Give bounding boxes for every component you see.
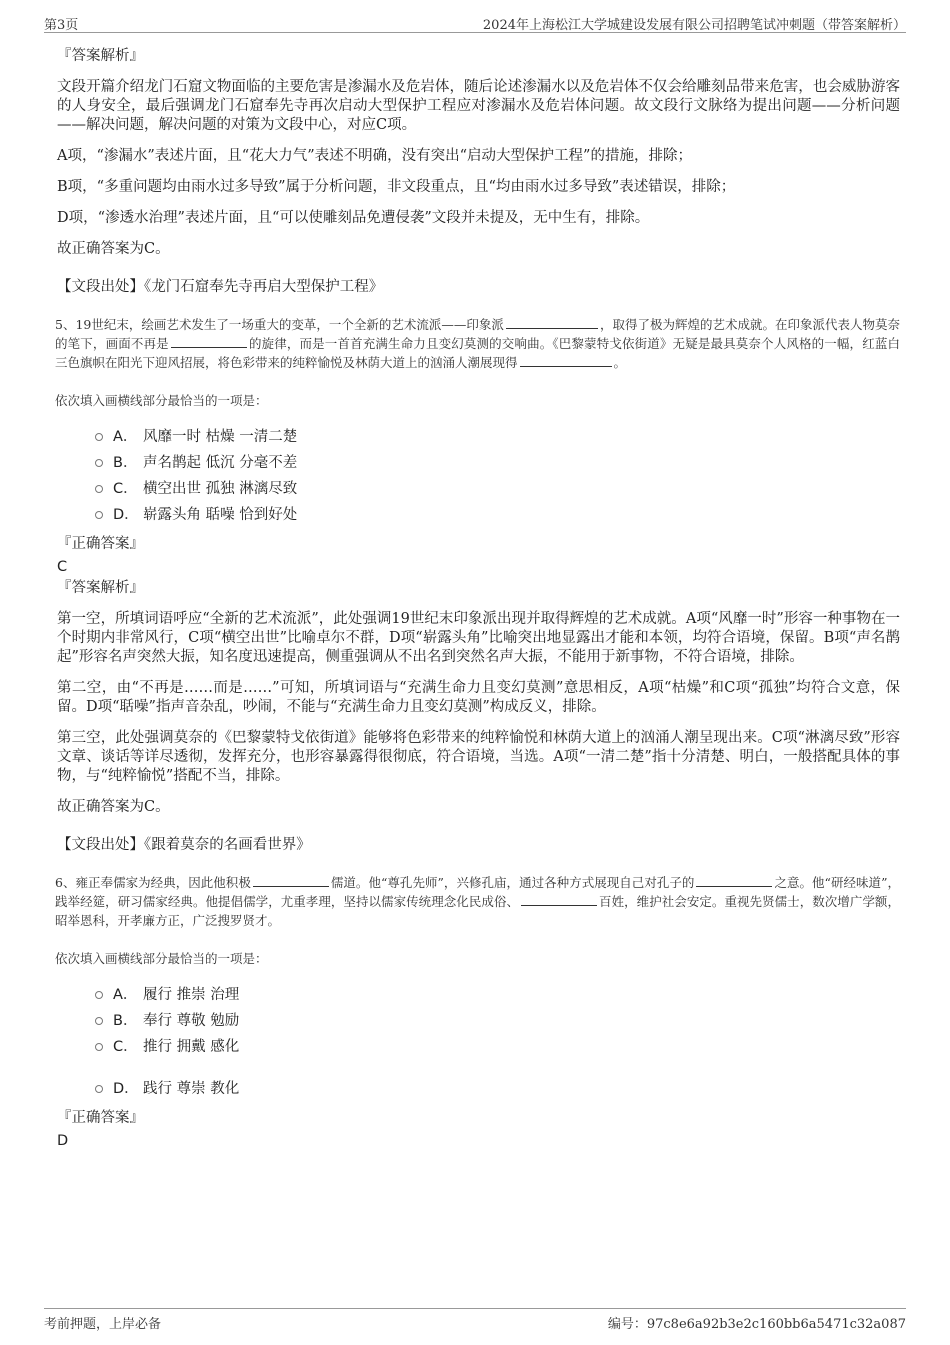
document-title: 2024年上海松江大学城建设发展有限公司招聘笔试冲刺题（带答案解析）	[482, 18, 906, 33]
option-list	[95, 982, 900, 1102]
option-b[interactable]: B． 声名鹊起 低沉 分毫不差	[95, 450, 900, 476]
option-a[interactable]: A． 履行 推崇 治理	[95, 982, 900, 1008]
analysis-conclusion: 故正确答案为C。	[57, 241, 170, 257]
radio-icon[interactable]	[95, 459, 103, 467]
option-a[interactable]: A． 风靡一时 枯燥 一清二楚	[95, 424, 900, 450]
radio-icon[interactable]	[95, 511, 103, 519]
analysis-paragraph: 第二空，由“不再是……而是……”可知，所填词语与“充满生命力且变幻莫测”意思相反，A项“枯燥”和C项“孤独”均符合文意，保留。D项“聒噪”指声音杂乱，吵闹，不能与“充满生命力且变幻莫测”构成反义，排除。	[57, 680, 900, 715]
analysis-conclusion: 故正确答案为C。	[57, 799, 170, 815]
option-list	[95, 424, 900, 528]
analysis-label: 『答案解析』	[57, 48, 144, 64]
radio-icon[interactable]	[95, 1017, 103, 1025]
radio-icon[interactable]	[95, 991, 103, 999]
analysis-paragraph: 第一空，所填词语呼应“全新的艺术流派”，此处强调19世纪末印象派出现并取得辉煌的艺术成就。A项“风靡一时”形容一种事物在一个时期内非常风行，C项“横空出世”比喻卓尔不群，D项“崭露头角”比喻突出地显露出才能和本领，均符合语境，保留。B项“声名鹊起”形容名声突然大振，知名度迅速提高，侧重强调从不出名到突然名声大振，不能用于新事物，不符合语境，排除。	[57, 611, 900, 665]
page-footer	[44, 1308, 906, 1331]
source-citation: 【文段出处】《龙门石窟奉先寺再启大型保护工程》	[57, 279, 384, 295]
analysis-paragraph: B项，“多重问题均由雨水过多导致”属于分析问题，非文段重点，且“均由雨水过多导致”表述错误，排除；	[57, 179, 736, 195]
fill-blank	[696, 874, 772, 887]
fill-blank	[520, 354, 612, 367]
option-d[interactable]: D． 践行 尊崇 教化	[95, 1076, 900, 1102]
question-prompt: 依次填入画横线部分最恰当的一项是：	[55, 393, 268, 408]
question-stem: 6、雍正奉儒家为经典，因此他积极 儒道。他“尊孔先师”，兴修孔庙，通过各种方式展现自己对孔子的 之意。他“研经味道”，践举经筵，研习儒家经典。他提倡儒学，尤重孝理，坚持以儒家传统理念化民成俗、 百姓，维护社会安定。重视先贤儒士，数次增广学额，昭举恩科，开孝廉方正，广泛搜罗贤才。	[55, 875, 900, 928]
fill-blank	[506, 316, 598, 329]
page-number: 第3页	[44, 18, 79, 33]
radio-icon[interactable]	[95, 1043, 103, 1051]
analysis-paragraph: 文段开篇介绍龙门石窟文物面临的主要危害是渗漏水及危岩体，随后论述渗漏水以及危岩体不仅会给雕刻品带来危害，也会威胁游客的人身安全，最后强调龙门石窟奉先寺再次启动大型保护工程应对渗漏水及危岩体问题。故文段行文脉络为提出问题——分析问题——解决问题，解决问题的对策为文段中心，对应C项。	[57, 79, 900, 133]
correct-answer-label: 『正确答案』	[57, 536, 144, 552]
analysis-label: 『答案解析』	[57, 580, 144, 596]
radio-icon[interactable]	[95, 433, 103, 441]
correct-answer: D	[57, 1133, 69, 1149]
source-citation: 【文段出处】《跟着莫奈的名画看世界》	[57, 837, 311, 853]
option-b[interactable]: B． 奉行 尊敬 勉励	[95, 1008, 900, 1034]
radio-icon[interactable]	[95, 485, 103, 493]
analysis-paragraph: A项，“渗漏水”表述片面，且“花大力气”表述不明确，没有突出“启动大型保护工程”的措施，排除；	[57, 148, 692, 164]
question-stem: 5、19世纪末，绘画艺术发生了一场重大的变革，一个全新的艺术流派——印象派 ，取得了极为辉煌的艺术成就。在印象派代表人物莫奈的笔下，画面不再是 的旋律，而是一首首充满生命力且变幻莫测的交响曲。《巴黎蒙特戈依街道》无疑是最具莫奈个人风格的一幅，红蓝白三色旗帜在阳光下迎风招展，将色彩带来的纯粹愉悦及林荫大道上的汹涌人潮展现得 。	[55, 317, 900, 370]
option-c[interactable]: C． 横空出世 孤独 淋漓尽致	[95, 476, 900, 502]
page-content	[57, 40, 900, 1150]
option-d[interactable]: D． 崭露头角 聒噪 恰到好处	[95, 502, 900, 528]
correct-answer: C	[57, 559, 68, 575]
fill-blank	[253, 874, 329, 887]
page-header	[44, 12, 906, 33]
option-c[interactable]: C． 推行 拥戴 感化	[95, 1034, 900, 1060]
question-prompt: 依次填入画横线部分最恰当的一项是：	[55, 951, 268, 966]
analysis-paragraph: D项，“渗透水治理”表述片面，且“可以使雕刻品免遭侵袭”文段并未提及，无中生有，排除。	[57, 210, 650, 226]
document-id: 编号：97c8e6a92b3e2c160bb6a5471c32a087	[607, 1317, 906, 1332]
footer-slogan: 考前押题，上岸必备	[44, 1317, 162, 1332]
analysis-paragraph: 第三空，此处强调莫奈的《巴黎蒙特戈依街道》能够将色彩带来的纯粹愉悦和林荫大道上的汹涌人潮呈现出来。C项“淋漓尽致”形容文章、谈话等详尽透彻，发挥充分，也形容暴露得很彻底，符合语境，当选。A项“一清二楚”指十分清楚、明白，一般搭配具体的事物，与“纯粹愉悦”搭配不当，排除。	[57, 730, 900, 784]
correct-answer-label: 『正确答案』	[57, 1110, 144, 1126]
fill-blank	[521, 893, 597, 906]
radio-icon[interactable]	[95, 1085, 103, 1093]
fill-blank	[171, 335, 247, 348]
